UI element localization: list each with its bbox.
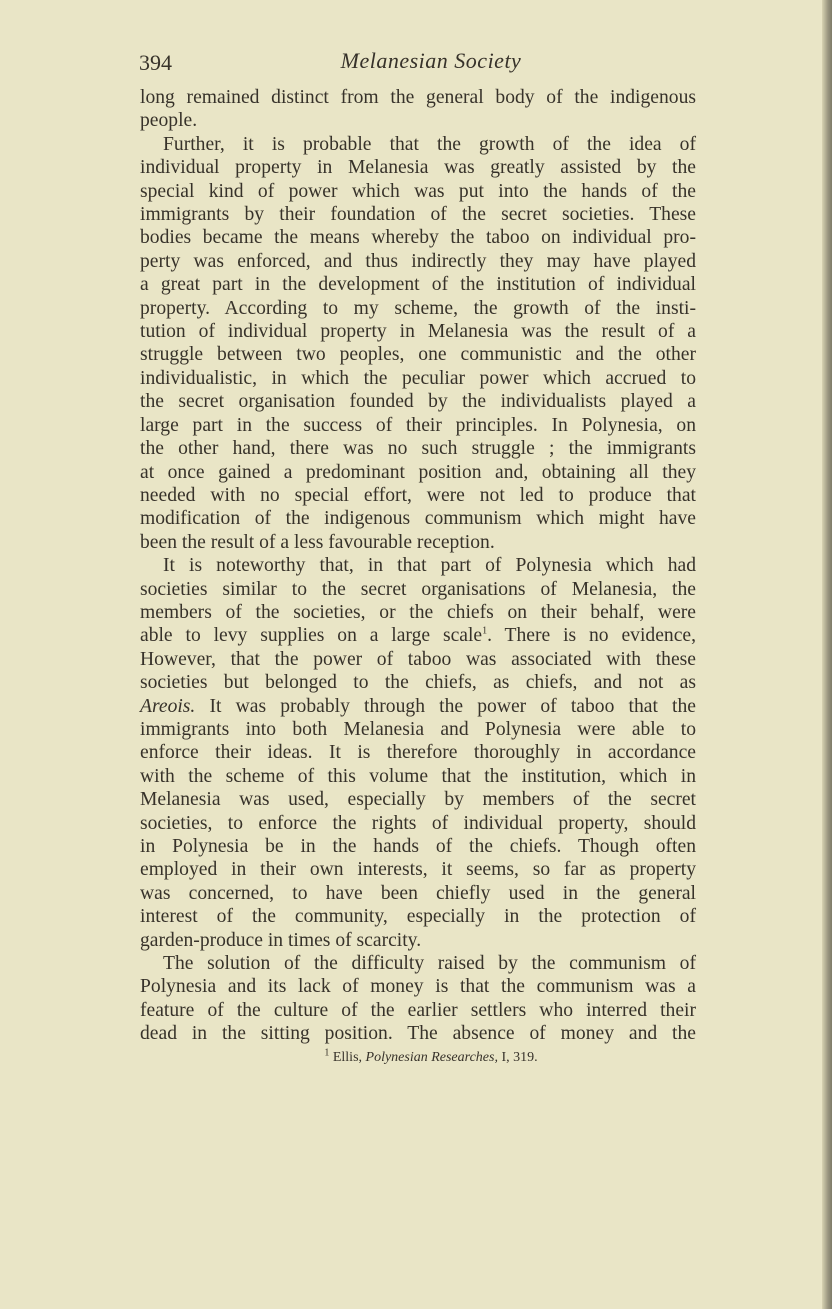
footnote-marker: 1 [324, 1047, 330, 1059]
text-line: feature of the culture of the earlier settlers who interred their [140, 999, 696, 1021]
text-line: It is noteworthy that, in that part of Polynesia which had [163, 555, 696, 577]
text-line: needed with no special effort, were not led to produce that [140, 484, 696, 506]
page-edge-shadow [822, 0, 832, 1309]
text-line: long remained distinct from the general body of the indigenous [140, 87, 696, 108]
text-line: been the result of a less favourable reception. [140, 531, 495, 553]
text-line [140, 624, 696, 647]
text-line: interest of the community, especially in the protection of [140, 906, 696, 928]
text-line: individual property in Melanesia was greatly assisted by the [140, 157, 696, 179]
footnote [0, 1047, 832, 1066]
text-line: the other hand, there was no such struggle ; the immigrants [140, 438, 696, 460]
page-number: 394 [139, 50, 172, 75]
text-segment: It was probably through the power of taboo that the [195, 695, 696, 717]
body-text [140, 86, 696, 1046]
text-line: modification of the indigenous communism which might have [140, 508, 696, 530]
text-line: The solution of the difficulty raised by the communism of [163, 953, 696, 975]
text-line: dead in the sitting position. The absence of money and the [140, 1023, 696, 1045]
text-line: people. [140, 110, 198, 132]
text-line [140, 695, 696, 718]
footnote-ref: I, 319. [501, 1050, 538, 1065]
text-line: employed in their own interests, it seems, so far as property [140, 859, 696, 881]
text-line: property. According to my scheme, the growth of the insti- [140, 297, 696, 319]
text-line: in Polynesia be in the hands of the chiefs. Though often [140, 836, 696, 857]
text-line: perty was enforced, and thus indirectly they may have played [140, 250, 696, 272]
text-line: societies but belonged to the chiefs, as chiefs, and not as [140, 672, 696, 694]
text-line: enforce their ideas. It is therefore thoroughly in accordance [140, 742, 696, 764]
text-line: Polynesia and its lack of money is that the communism was a [140, 976, 696, 998]
footnote-author: Ellis, [332, 1050, 363, 1065]
footnote-reference: 1 [482, 625, 488, 637]
running-title: Melanesian Society [340, 48, 522, 73]
text-line: struggle between two peoples, one communistic and the other [140, 344, 696, 366]
text-line: tution of individual property in Melanesia was the result of a [140, 321, 696, 343]
text-line: societies similar to the secret organisations of Melanesia, the [140, 578, 696, 600]
text-line: a great part in the development of the institution of individual [140, 274, 696, 296]
text-line: individualistic, in which the peculiar power which accrued to [140, 367, 696, 389]
italic-term: Areois. [140, 695, 196, 717]
text-line: members of the societies, or the chiefs on their behalf, were [140, 601, 696, 623]
text-line: special kind of power which was put into the hands of the [140, 180, 696, 202]
text-line: garden-produce in times of scarcity. [140, 929, 422, 951]
text-segment: able to levy supplies on a large scale [140, 625, 483, 647]
text-line: large part in the success of their principles. In Polynesia, on [140, 414, 696, 436]
text-segment: . There is no evidence, [487, 625, 696, 647]
text-line: was concerned, to have been chiefly used in the general [140, 882, 696, 904]
text-line: However, that the power of taboo was associated with these [140, 648, 696, 670]
text-line: Further, it is probable that the growth of the idea of [163, 133, 696, 155]
text-line: societies, to enforce the rights of individual property, should [140, 812, 696, 834]
text-line: Melanesia was used, especially by members of the secret [140, 789, 696, 811]
footnote-title: Polynesian Researches, [365, 1050, 498, 1065]
text-line: the secret organisation founded by the individualists played a [140, 391, 696, 413]
text-line: immigrants into both Melanesia and Polynesia were able to [140, 718, 696, 740]
text-line: bodies became the means whereby the taboo on individual pro- [140, 227, 696, 249]
text-line: immigrants by their foundation of the secret societies. These [140, 204, 696, 226]
text-line: at once gained a predominant position and, obtaining all they [140, 461, 696, 483]
text-line: with the scheme of this volume that the institution, which in [140, 765, 696, 787]
